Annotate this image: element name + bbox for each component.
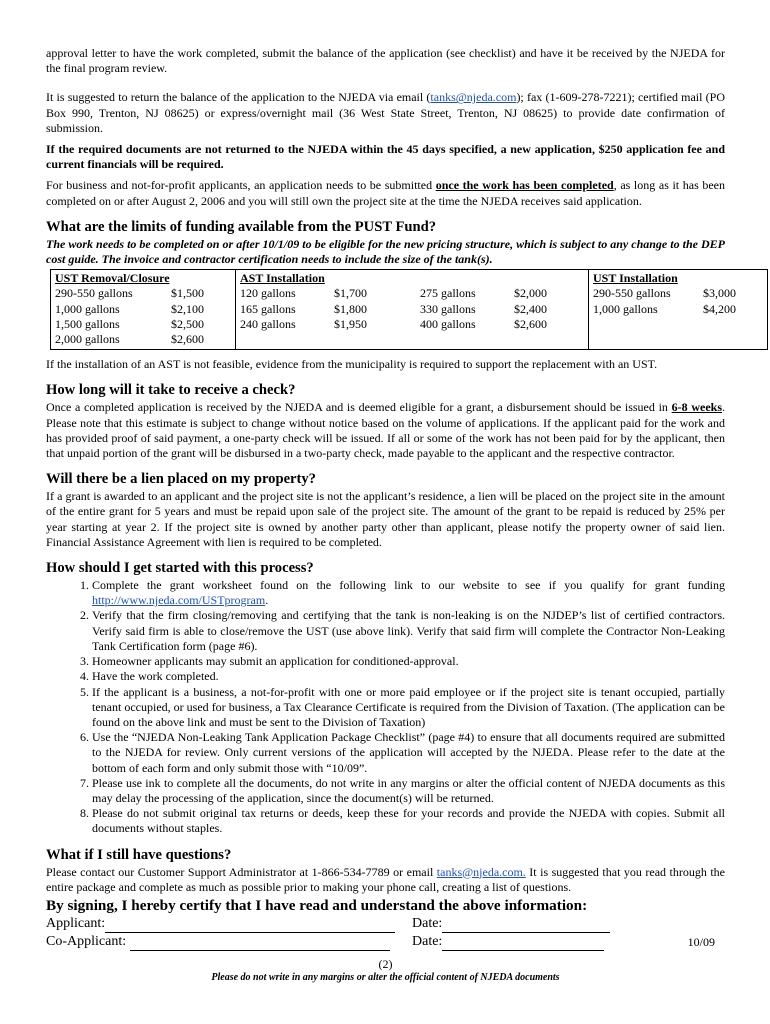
check-heading: How long will it take to receive a check? bbox=[46, 382, 296, 399]
steps-list bbox=[46, 578, 725, 836]
list-item: 4. Have the work completed. bbox=[92, 669, 725, 684]
intro-text: , as long as it has been completed on or after August 2, 2006 and you will still own the project site at the time the NJEDA receives said application. bbox=[46, 178, 726, 208]
table-cell: 120 gallons bbox=[240, 286, 296, 301]
emphasis-text: 6-8 weeks bbox=[671, 400, 722, 415]
list-item: 2. Verify that the firm closing/removing and certifying that the tank is non-leaking is on the NJDEP’s list of certified contractors. Verify said firm is able to close/remove the UST (use above link). Verify that said firm will complete the Contractor Non-Leaking Tank Certification form (page #6). bbox=[92, 608, 725, 654]
funding-limits-table bbox=[50, 269, 768, 350]
ust-install-title: UST Installation bbox=[593, 271, 678, 286]
table-cell: $2,600 bbox=[171, 332, 204, 347]
applicant-signature-row bbox=[46, 915, 725, 933]
email-link[interactable]: tanks@njeda.com bbox=[430, 90, 517, 105]
date-label: Date: bbox=[412, 933, 443, 949]
co-applicant-label: Co-Applicant: bbox=[46, 933, 127, 949]
co-applicant-signature-row bbox=[46, 933, 725, 951]
table-cell: $1,800 bbox=[334, 301, 367, 316]
table-cell: $2,000 bbox=[514, 286, 547, 301]
table-cell: 330 gallons bbox=[420, 301, 476, 316]
questions-paragraph bbox=[46, 865, 725, 895]
list-item: 3. Homeowner applicants may submit an application for conditioned-approval. bbox=[92, 654, 725, 669]
body-text: It is suggested that you read through the entire package and complete as much as possible prior to making your phone call, creating a list of questions. bbox=[46, 864, 725, 894]
table-cell: $2,100 bbox=[171, 301, 204, 316]
list-item: 5. If the applicant is a business, a not-for-profit with one or more paid employee or if the project site is tenant occupied, partially tenant occupied, or used for business, a Tax Clearance Certificate is required from the Division of Taxation. (The application can be found on the above link and must be sent to the Division of Taxation) bbox=[92, 685, 725, 731]
list-item bbox=[92, 578, 725, 608]
table-cell: 240 gallons bbox=[240, 316, 296, 331]
applicant-label: Applicant: bbox=[46, 915, 106, 931]
ust-install-cell bbox=[589, 270, 768, 350]
document-page bbox=[46, 46, 736, 984]
questions-heading: What if I still have questions? bbox=[46, 846, 232, 863]
ast-install-cell bbox=[236, 270, 589, 350]
co-applicant-date-line[interactable] bbox=[442, 937, 604, 951]
support-email-link[interactable]: tanks@njeda.com. bbox=[436, 864, 526, 879]
footer-note: Please do not write in any margins or alter the official content of NJEDA documents bbox=[211, 972, 560, 984]
table-cell: $1,700 bbox=[334, 286, 367, 301]
applicant-date-line[interactable] bbox=[442, 919, 610, 933]
body-text: Once a completed application is received by the NJEDA and is deemed eligible for a grant, a disbursement should be issued in bbox=[46, 400, 672, 415]
certification-statement: By signing, I hereby certify that I have read and understand the above information: bbox=[46, 896, 588, 914]
table-cell: 275 gallons bbox=[420, 286, 476, 301]
table-cell: 2,000 gallons bbox=[55, 332, 120, 347]
table-cell: $2,400 bbox=[514, 301, 547, 316]
page-number: (2) bbox=[378, 956, 393, 971]
intro-paragraph-4 bbox=[46, 178, 725, 208]
intro-text: ); fax (1-609-278-7221); certified mail (PO Box 990, Trenton, NJ 08625) or express/overnight mail (36 West State Street, Trenton, NJ 08625) to provide date confirmation of submission. bbox=[46, 90, 725, 135]
table-cell: $1,500 bbox=[171, 286, 204, 301]
intro-paragraph-2 bbox=[46, 90, 725, 136]
body-text: . bbox=[265, 593, 269, 608]
check-paragraph bbox=[46, 400, 725, 461]
body-text: Complete the grant worksheet found on the following link to our website to see if you qualify for grant funding bbox=[92, 578, 725, 593]
program-link[interactable]: http://www.njeda.com/USTprogram bbox=[92, 593, 266, 608]
table-cell: 400 gallons bbox=[420, 316, 476, 331]
table-cell: $4,200 bbox=[703, 301, 736, 316]
emphasis-text: once the work has been completed bbox=[435, 178, 614, 193]
lien-heading: Will there be a lien placed on my property? bbox=[46, 471, 316, 488]
list-item: 7. Please use ink to complete all the documents, do not write in any margins or alter the official content of NJEDA documents as this may delay the processing of the application, since the document(s) will be returned. bbox=[92, 776, 725, 806]
list-item: 6. Use the “NJEDA Non-Leaking Tank Application Package Checklist” (page #4) to ensure that all documents required are submitted to the NJEDA for review. Only current versions of the application will accepted by the NJEDA. Please refer to the date at the bottom of each form and only submit those with “10/09”. bbox=[92, 730, 725, 776]
co-applicant-signature-line[interactable] bbox=[130, 937, 390, 951]
body-text: Please contact our Customer Support Administrator at 1-866-534-7789 or email bbox=[46, 864, 437, 879]
intro-paragraph-1: approval letter to have the work completed, submit the balance of the application (see checklist) and have it be received by the NJEDA for the final program review. bbox=[46, 46, 725, 76]
table-cell: $2,600 bbox=[514, 316, 547, 331]
ast-feasibility-note: If the installation of an AST is not feasible, evidence from the municipality is required to support the replacement with an UST. bbox=[46, 357, 658, 372]
table-cell: 1,500 gallons bbox=[55, 316, 120, 331]
table-cell: 1,000 gallons bbox=[55, 301, 120, 316]
list-item: 8. Please do not submit original tax returns or deeds, keep these for your records and provide the NJEDA with copies. Submit all documents without staples. bbox=[92, 806, 725, 836]
table-cell: 290-550 gallons bbox=[55, 286, 133, 301]
table-cell: 290-550 gallons bbox=[593, 286, 671, 301]
intro-text: It is suggested to return the balance of the application to the NJEDA via email ( bbox=[46, 90, 431, 105]
table-cell: $1,950 bbox=[334, 316, 367, 331]
applicant-date-group bbox=[412, 915, 610, 933]
table-cell: $3,000 bbox=[703, 286, 736, 301]
date-label: Date: bbox=[412, 915, 443, 931]
table-cell: 165 gallons bbox=[240, 301, 296, 316]
required-documents-warning: If the required documents are not returned to the NJEDA within the 45 days specified, a new application, $250 application fee and current financials will be required. bbox=[46, 142, 725, 172]
ast-install-title: AST Installation bbox=[240, 271, 325, 286]
table-cell: 1,000 gallons bbox=[593, 301, 658, 316]
intro-text: For business and not-for-profit applicants, an application needs to be submitted bbox=[46, 178, 436, 193]
body-text: . Please note that this estimate is subject to change without notice based on the volume of applications. If the applicant paid for the work and has provided proof of said payment, a one-party check will be issued. If all or some of the work has not been paid for by the applicant, then that unpaid portion of the grant will be disbursed in a two-party check, made payable to the applicant and the respective contractor. bbox=[46, 400, 725, 461]
revision-date: 10/09 bbox=[687, 934, 715, 949]
limits-heading: What are the limits of funding available from the PUST Fund? bbox=[46, 218, 437, 235]
lien-paragraph: If a grant is awarded to an applicant and the project site is not the applicant’s residence, a lien will be placed on the project site in the amount of the entire grant for 5 years and must be repaid upon sale of the project site. The amount of the grant to be repaid is reduced by 25% per year starting at year 2. If the project site is owned by another party other than applicant, please notify the property owner of said lien. Financial Assistance Agreement with lien is required to be completed. bbox=[46, 489, 725, 549]
table-cell: $2,500 bbox=[171, 316, 204, 331]
start-heading: How should I get started with this process? bbox=[46, 560, 314, 577]
ust-removal-title: UST Removal/Closure bbox=[55, 271, 170, 286]
co-applicant-date-group bbox=[412, 933, 604, 951]
limits-note: The work needs to be completed on or after 10/1/09 to be eligible for the new pricing structure, which is subject to any change to the DEP cost guide. The invoice and contractor certification needs to include the size of the tank(s). bbox=[46, 236, 725, 267]
applicant-signature-line[interactable] bbox=[105, 919, 395, 933]
ust-removal-cell bbox=[51, 270, 236, 350]
